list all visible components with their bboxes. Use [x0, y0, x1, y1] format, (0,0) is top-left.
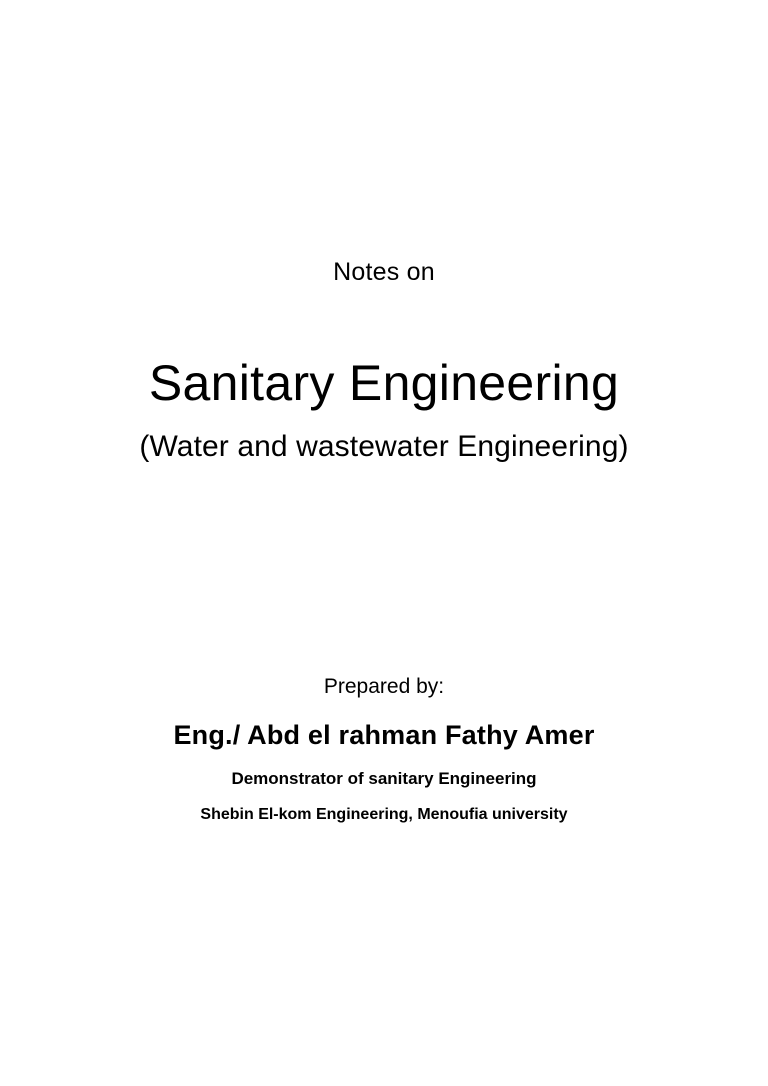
author-affiliation: Shebin El-kom Engineering, Menoufia university	[200, 806, 568, 823]
author-role: Demonstrator of sanitary Engineering	[231, 769, 537, 788]
document-subtitle: (Water and wastewater Engineering)	[139, 430, 629, 463]
title-block	[0, 255, 768, 467]
author-block	[0, 672, 768, 828]
prepared-by-label: Prepared by:	[323, 675, 445, 698]
author-name: Eng./ Abd el rahman Fathy Amer	[173, 720, 595, 750]
document-title: Sanitary Engineering	[148, 355, 620, 411]
document-eyebrow: Notes on	[333, 258, 435, 286]
